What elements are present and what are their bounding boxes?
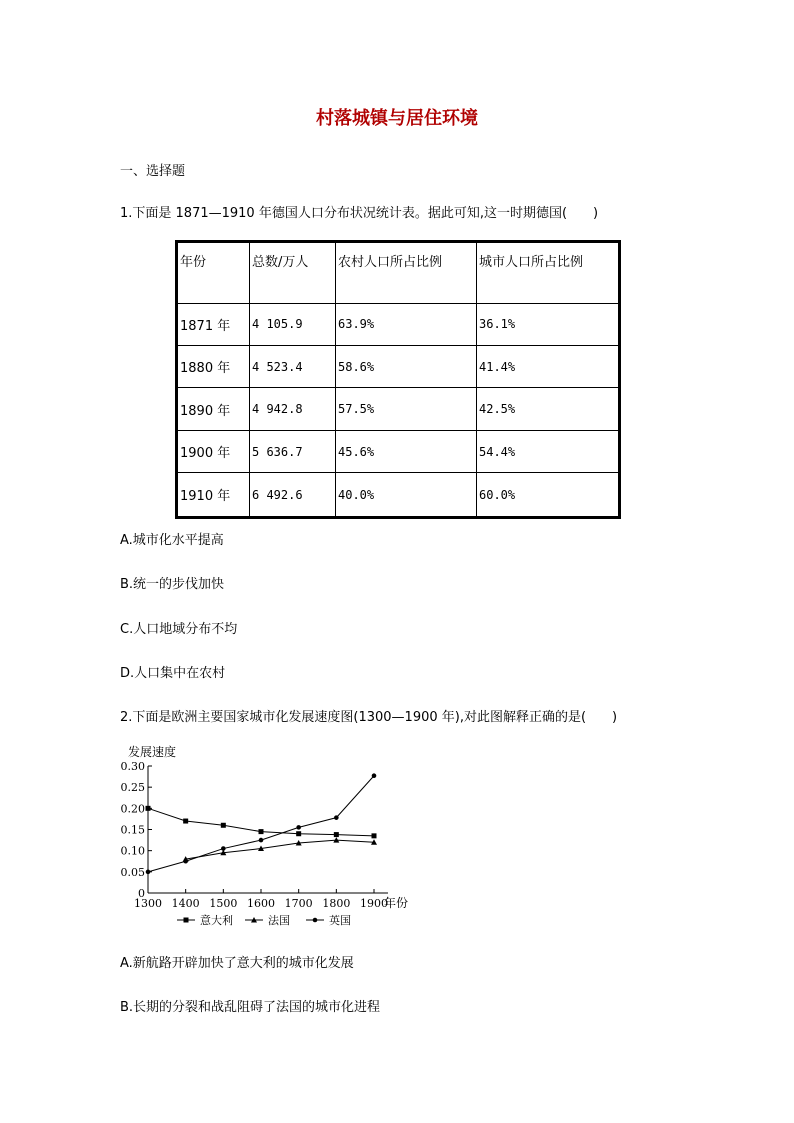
page-title: 村落城镇与居住环境	[316, 108, 478, 129]
table-cell: 57.5%	[336, 388, 477, 430]
table-row	[177, 473, 620, 518]
table-cell: 36.1%	[477, 303, 620, 345]
table-cell: 1871 年	[177, 303, 250, 345]
table-header-cell: 年份	[177, 242, 250, 304]
x-tick-label: 1900	[360, 897, 388, 910]
y-tick-label: 0.15	[120, 823, 145, 837]
data-point	[296, 831, 301, 836]
data-point	[259, 838, 264, 843]
data-point	[183, 819, 188, 824]
x-axis-label: 年份	[384, 896, 409, 910]
data-point	[183, 859, 188, 864]
table-header-cell: 总数/万人	[250, 242, 336, 304]
urbanization-chart	[110, 740, 440, 932]
table-cell: 42.5%	[477, 388, 620, 430]
q1-option-d: D.人口集中在农村	[120, 666, 226, 681]
legend-marker	[313, 918, 318, 923]
q1-option-b: B.统一的步伐加快	[120, 577, 225, 592]
table-cell: 58.6%	[336, 346, 477, 388]
legend-label: 英国	[329, 914, 351, 927]
table-row	[177, 388, 620, 430]
x-tick-label: 1400	[171, 897, 200, 910]
table-cell: 1880 年	[177, 346, 250, 388]
data-point	[146, 806, 151, 811]
table-cell: 41.4%	[477, 346, 620, 388]
question-1-stem: 1.下面是 1871—1910 年德国人口分布状况统计表。据此可知,这一时期德国( )	[120, 206, 599, 221]
table-cell: 5 636.7	[250, 430, 336, 472]
x-tick-label: 1300	[134, 897, 162, 910]
data-point	[296, 825, 301, 830]
data-point	[221, 823, 226, 828]
table-cell: 60.0%	[477, 473, 620, 518]
data-point	[146, 870, 151, 875]
table-cell: 63.9%	[336, 303, 477, 345]
section-heading: 一、选择题	[120, 164, 186, 179]
q2-option-a: A.新航路开辟加快了意大利的城市化发展	[120, 956, 354, 971]
legend-label: 意大利	[200, 914, 233, 927]
y-tick-label: 0.10	[120, 844, 145, 858]
data-point	[334, 815, 339, 820]
table-header-cell: 农村人口所占比例	[336, 242, 477, 304]
series-line-2	[186, 840, 374, 859]
table-cell: 4 105.9	[250, 303, 336, 345]
table-header-cell: 城市人口所占比例	[477, 242, 620, 304]
legend-marker	[184, 918, 189, 923]
table-cell: 40.0%	[336, 473, 477, 518]
q1-option-a: A.城市化水平提高	[120, 533, 224, 548]
table-row	[177, 346, 620, 388]
legend-label: 法国	[268, 914, 290, 927]
data-point	[259, 829, 264, 834]
q1-option-c: C.人口地域分布不均	[120, 622, 238, 637]
y-tick-label: 0.20	[120, 802, 145, 816]
x-tick-label: 1800	[322, 897, 351, 910]
data-point	[334, 832, 339, 837]
table-header-row	[177, 242, 620, 304]
table-cell: 54.4%	[477, 430, 620, 472]
table-cell: 4 523.4	[250, 346, 336, 388]
y-tick-label: 0.25	[120, 781, 145, 795]
table-cell: 1900 年	[177, 430, 250, 472]
x-tick-label: 1700	[284, 897, 313, 910]
y-tick-label: 0	[138, 887, 145, 900]
x-tick-label: 1600	[247, 897, 275, 910]
x-tick-label: 1500	[209, 897, 238, 910]
population-table	[175, 240, 621, 519]
y-axis-label: 发展速度	[128, 745, 177, 759]
table-cell: 1910 年	[177, 473, 250, 518]
table-cell: 6 492.6	[250, 473, 336, 518]
table-cell: 4 942.8	[250, 388, 336, 430]
table-row	[177, 303, 620, 345]
data-point	[372, 773, 377, 778]
table-cell: 45.6%	[336, 430, 477, 472]
table-cell: 1890 年	[177, 388, 250, 430]
data-point	[221, 846, 226, 851]
table-row	[177, 430, 620, 472]
series-line-3	[148, 776, 374, 872]
data-point	[372, 833, 377, 838]
y-tick-label: 0.05	[120, 865, 145, 879]
y-tick-label: 0.30	[120, 760, 145, 773]
question-2-stem: 2.下面是欧洲主要国家城市化发展速度图(1300—1900 年),对此图解释正确的是( )	[120, 710, 618, 725]
q2-option-b: B.长期的分裂和战乱阻碍了法国的城市化进程	[120, 1000, 381, 1015]
